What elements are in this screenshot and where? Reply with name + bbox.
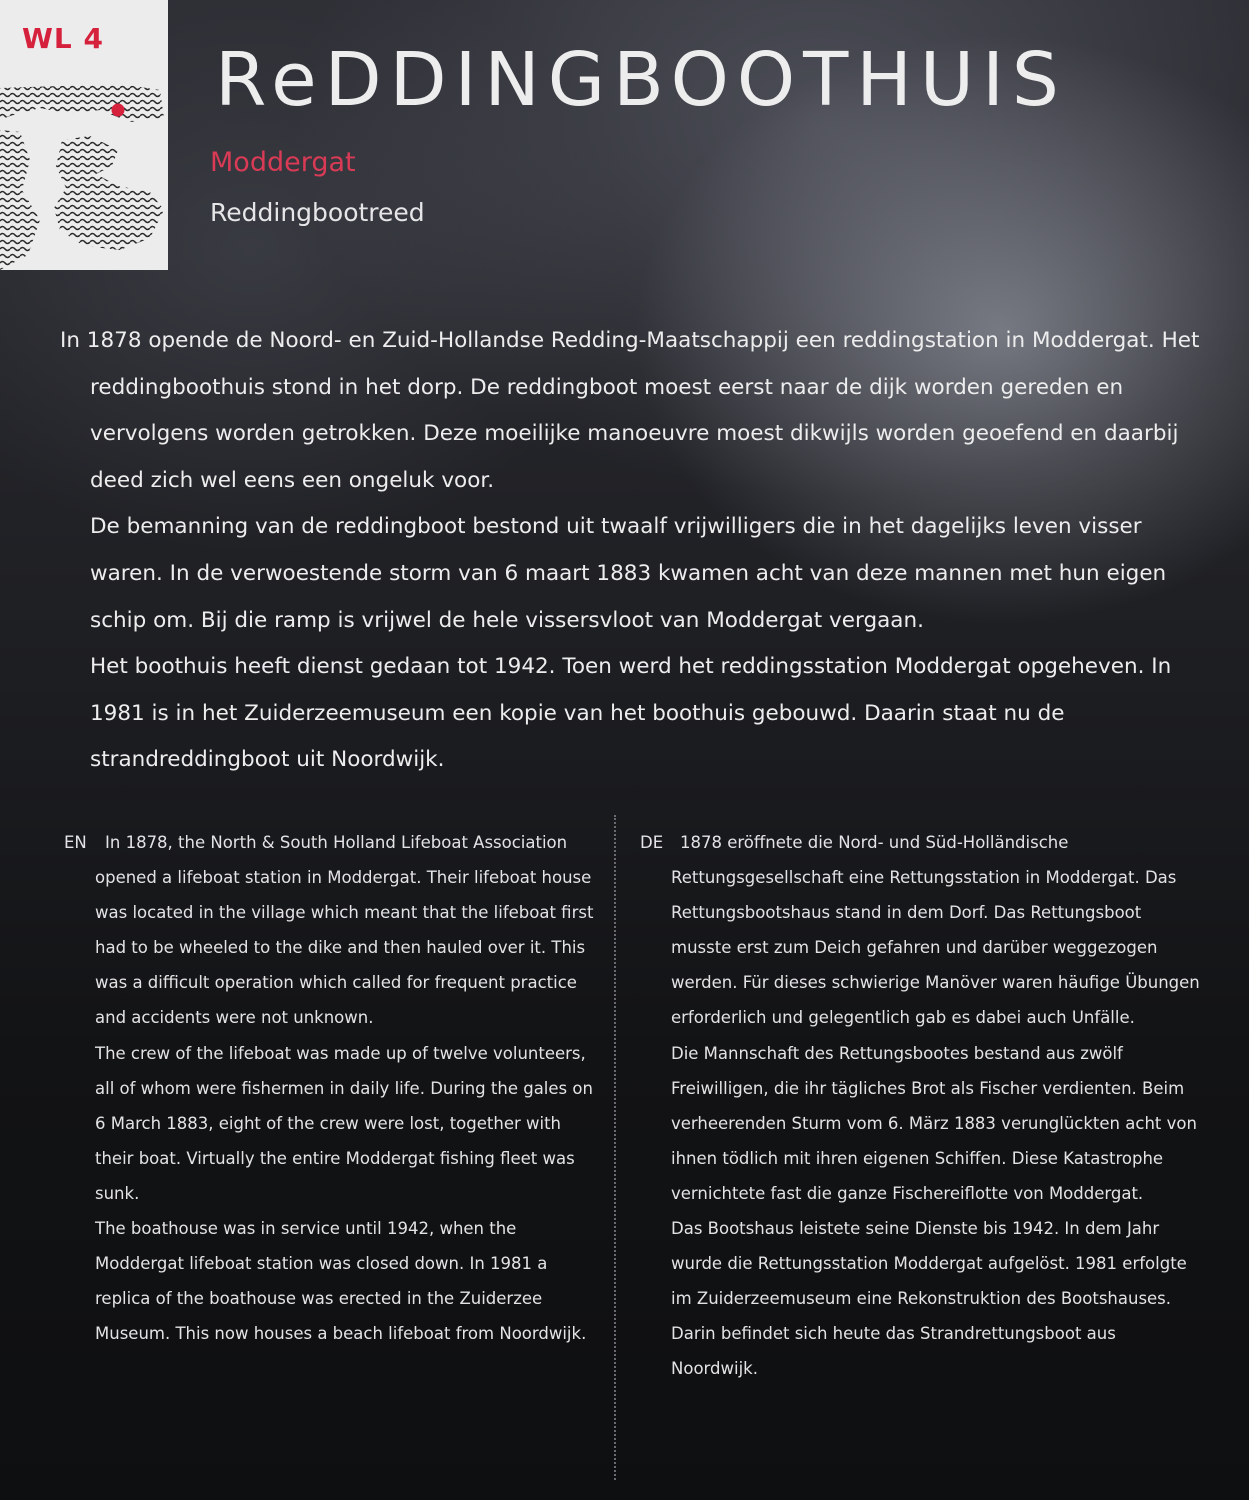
dutch-paragraph: Het boothuis heeft dienst gedaan tot 1942. Toen werd het reddingsstation Moddergat opgeheven. In 1981 is in het Zuiderzeemuseum een kopie van het boothuis gebouwd. Daarin staat nu de strandreddingboot uit Noordwijk. xyxy=(90,654,1172,773)
dutch-paragraph: De bemanning van de reddingboot bestond uit twaalf vrijwilligers die in het dagelijks leven visser waren. In de verwoestende storm van 6 maart 1883 kwamen acht van deze mannen met hun eigen schip om. Bij die ramp is vrijwel de hele vissersvloot van Moddergat vergaan. xyxy=(90,514,1167,633)
badge-code: WL 4 xyxy=(22,22,104,55)
language-label-de: DE xyxy=(640,833,664,852)
page-title: ReDDINGBOOTHUIS xyxy=(215,37,1067,123)
location-badge xyxy=(0,0,168,270)
street-name: Reddingbootreed xyxy=(210,198,425,227)
english-column xyxy=(64,825,594,1351)
dutch-paragraph: In 1878 opende de Noord- en Zuid-Hollandse Redding-Maatschappij een reddingstation in Moddergat. Het reddingboothuis stond in het dorp. De reddingboot moest eerst naar de dijk worden gereden en vervolgens worden getrokken. Deze moeilijke manoeuvre moest dikwijls worden geoefend en daarbij deed zich wel eens een ongeluk voor. xyxy=(60,328,1200,493)
german-column xyxy=(640,825,1200,1387)
english-paragraph: In 1878, the North & South Holland Lifeboat Association opened a lifeboat station in Moddergat. Their lifeboat house was located in the village which meant that the lifeboat first had to be wheeled to the dike and then hauled over it. This was a difficult operation which called for frequent practice and accidents were not unknown. xyxy=(95,833,594,1028)
dutch-text xyxy=(60,318,1200,784)
language-label-en: EN xyxy=(64,833,87,852)
location-name: Moddergat xyxy=(210,147,356,178)
column-divider xyxy=(614,815,616,1480)
german-paragraph: Die Mannschaft des Rettungsbootes bestand aus zwölf Freiwilligen, die ihr tägliches Brot als Fischer verdienten. Beim verheerenden Sturm vom 6. März 1883 verunglückten acht von ihnen tödlich mit ihren eigenen Schiffen. Diese Katastrophe vernichtete fast die ganze Fischereiflotte von Moddergat. xyxy=(671,1043,1197,1203)
region-map-icon xyxy=(0,70,168,270)
english-paragraph: The crew of the lifeboat was made up of twelve volunteers, all of whom were fishermen in daily life. During the gales on 6 March 1883, eight of the crew were lost, together with their boat. Virtually the entire Moddergat fishing fleet was sunk. xyxy=(95,1043,593,1203)
english-paragraph: The boathouse was in service until 1942, when the Moddergat lifeboat station was closed down. In 1981 a replica of the boathouse was erected in the Zuiderzee Museum. This now houses a beach lifeboat from Noordwijk. xyxy=(95,1219,587,1344)
german-paragraph: 1878 eröffnete die Nord- und Süd-Holländische Rettungsgesellschaft eine Rettungsstation in Moddergat. Das Rettungsbootshaus stand in dem Dorf. Das Rettungsboot musste erst zum Deich gefahren und darüber weggezogen werden. Für dieses schwierige Manöver waren häufige Übungen erforderlich und gelegentlich gab es dabei auch Unfälle. xyxy=(671,833,1200,1028)
german-paragraph: Das Bootshaus leistete seine Dienste bis 1942. In dem Jahr wurde die Rettungsstation Moddergat aufgelöst. 1981 erfolgte im Zuiderzeemuseum eine Rekonstruktion des Bootshauses. Darin befindet sich heute das Strandrettungsboot aus Noordwijk. xyxy=(671,1219,1187,1379)
